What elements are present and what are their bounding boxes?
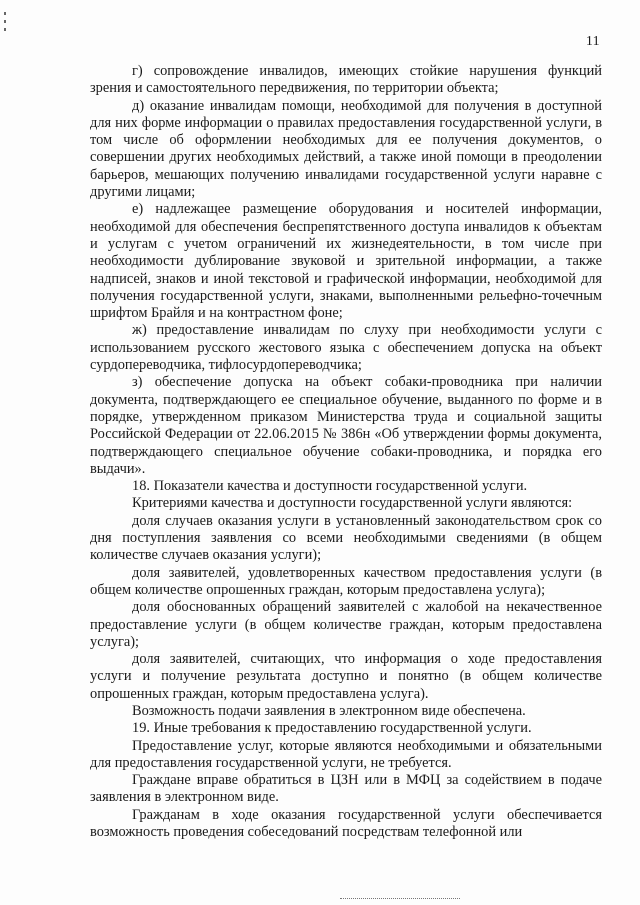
scan-edge-mark [4,12,6,15]
scan-edge-mark [4,20,6,23]
paragraph-czn-mfc: Граждане вправе обратиться в ЦЗН или в МФЦ за содействием в подаче заявления в электронном виде. [90,772,602,806]
document-body [90,63,602,841]
scan-edge-mark [4,28,6,31]
paragraph-criteria-intro: Критериями качества и доступности государственной услуги являются: [132,495,573,512]
paragraph-mandatory-services: Предоставление услуг, которые являются необходимыми и обязательными для предоставления государственной услуги, не требуется. [90,737,602,771]
paragraph-electronic-submission: Возможность подачи заявления в электронном виде обеспечена. [132,702,526,719]
paragraph-criterion-4: доля заявителей, считающих, что информация о ходе предоставления услуги и получение результата доступно и понятно (в общем количестве опрошенных граждан, которым предоставлена услуга). [90,651,602,702]
paragraph-item-zh: ж) предоставление инвалидам по слуху при необходимости услуги с использованием русского жестового языка с обеспечением допуска на объект сурдопереводчика, тифлосурдопереводчика; [90,322,602,374]
page-number: 11 [585,34,600,49]
paragraph-item-d: д) оказание инвалидам помощи, необходимой для получения в доступной для них форме информации о правилах предоставления государственной услуги, в том числе об оформлении необходимых для ее получения документов, о совершении других необходимых действий, а также иной помощи в преодолении барьеров, мешающих получению инвалидами государственной услуги наравне с другими лицами; [90,97,602,201]
section-heading-19: 19. Иные требования к предоставлению государственной услуги. [132,720,532,737]
paragraph-item-g: г) сопровождение инвалидов, имеющих стойкие нарушения функций зрения и самостоятельного передвижения, по территории объекта; [90,63,602,97]
paragraph-interviews: Гражданам в ходе оказания государственной услуги обеспечивается возможность проведения собеседований посредствам телефонной или [90,806,602,841]
paragraph-criterion-1: доля случаев оказания услуги в установленный законодательством срок со дня поступления заявления со всеми необходимыми сведениями (в общем количестве случаев оказания услуги); [90,512,602,564]
scan-bottom-artifact [340,898,460,901]
paragraph-item-z: з) обеспечение допуска на объект собаки-проводника при наличии документа, подтверждающего ее специальное обучение, выданного по форме и в порядке, утвержденном приказом Министерства труда и социальной защиты Российской Федерации от 22.06.2015 № 386н «Об утверждении формы документа, подтверждающего специальное обучение собаки-проводника, и порядка его выдачи». [90,374,602,477]
paragraph-criterion-3: доля обоснованных обращений заявителей с жалобой на некачественное предоставление услуги (в общем количестве граждан, которым предоставлена услуга); [90,599,602,650]
section-heading-18: 18. Показатели качества и доступности государственной услуги. [132,478,528,495]
paragraph-criterion-2: доля заявителей, удовлетворенных качеством предоставления услуги (в общем количестве опрошенных граждан, которым предоставлена услуга); [90,564,602,598]
paragraph-item-e: е) надлежащее размещение оборудования и носителей информации, необходимой для обеспечения беспрепятственного доступа инвалидов к объектам и услугам с учетом ограничений их жизнедеятельности, в том числе при необходимости дублирование звуковой и зрительной информации, а также надписей, знаков и иной текстовой и графической информации, необходимой для получения государственной услуги, знаками, выполненными рельефно-точечным шрифтом Брайля и на контрастном фоне; [90,201,602,322]
